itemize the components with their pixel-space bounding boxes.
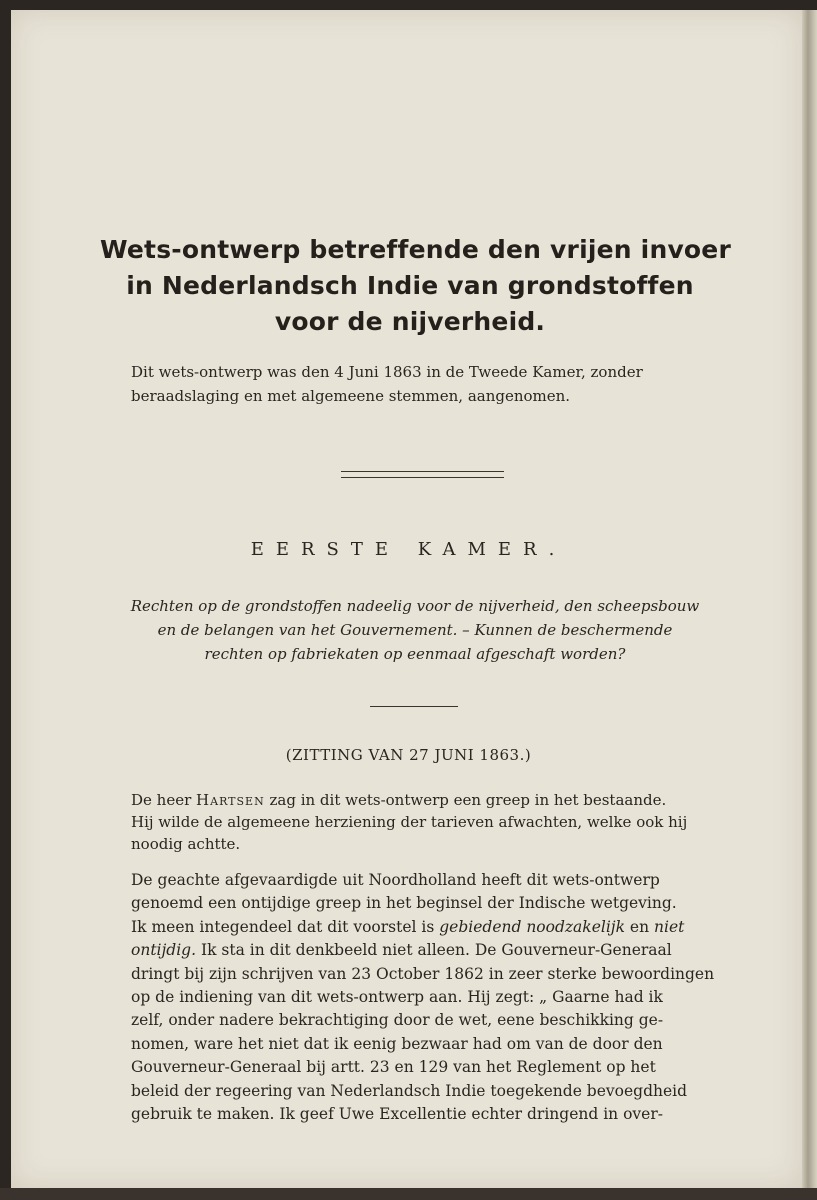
summary-line-2: en de belangen van het Gouvernement. – Kunnen de beschermende — [157, 621, 673, 639]
note-line-1: Dit wets-ontwerp was den 4 Juni 1863 in de Tweede Kamer, zonder — [131, 363, 643, 381]
p2-line-3-mid: en — [629, 917, 650, 936]
p2-line-5: dringt bij zijn schrijven van 23 October 1862 in zeer sterke bewoordingen — [131, 964, 715, 983]
summary-line-1: Rechten op de grondstoffen nadeelig voor de nijverheid, den scheepsbouw — [130, 597, 700, 615]
p2-line-6: op de indiening van dit wets-ontwerp aan. Hij zegt: „ Gaarne had ik — [131, 988, 663, 1007]
speaker-name: Hartsen — [196, 791, 265, 809]
p2-emphasis-2: niet — [654, 917, 685, 936]
note-line-2: beraadslaging en met algemeene stemmen, aangenomen. — [131, 387, 571, 405]
session-heading: (ZITTING VAN 27 JUNI 1863.) — [285, 746, 532, 764]
paragraph-2 — [131, 869, 721, 1126]
chamber-heading: EERSTE KAMER. — [250, 539, 567, 560]
p2-line-4 — [131, 939, 721, 962]
p2-line-10: beleid der regeering van Nederlandsch Indie toegekende bevoegdheid — [131, 1081, 688, 1100]
paragraph-1 — [131, 789, 721, 855]
adoption-note — [131, 360, 711, 408]
p2-emphasis-3: ontijdig. — [131, 941, 197, 960]
p2-line-1: De geachte afgevaardigde uit Noordholland heeft dit wets-ontwerp — [131, 871, 660, 889]
summary-line-3: rechten op fabriekaten op eenmaal afgeschaft worden? — [204, 645, 626, 663]
title-line-3: voor de nijverheid. — [274, 307, 546, 336]
scan-border — [0, 1188, 817, 1200]
p2-line-2: genoemd een ontijdige greep in het beginsel der Indische wetgeving. — [131, 894, 677, 913]
p1-line-1 — [131, 789, 721, 811]
p2-line-9: Gouverneur-Generaal bij artt. 23 en 129 van het Reglement op het — [131, 1058, 656, 1077]
p2-line-11: gebruik te maken. Ik geef Uwe Excellentie echter dringend in over- — [131, 1105, 663, 1124]
title-line-2: in Nederlandsch Indie van grondstoffen — [126, 271, 694, 300]
document-title — [100, 232, 731, 340]
page-edge — [802, 10, 817, 1188]
title-line-1: Wets-ontwerp betreffende den vrijen invoer — [100, 235, 731, 264]
double-divider — [341, 471, 504, 478]
p1-line-3: noodig achtte. — [131, 835, 241, 853]
p1-line-2: Hij wilde de algemeene herziening der tarieven afwachten, welke ook hij — [131, 813, 688, 831]
p1-line-1-post: zag in dit wets-ontwerp een greep in het bestaande. — [269, 791, 667, 809]
p2-emphasis-1: gebiedend noodzakelijk — [439, 917, 625, 936]
p2-line-3-pre: Ik meen integendeel dat dit voorstel is — [131, 917, 435, 936]
p2-line-8: nomen, ware het niet dat ik eenig bezwaar had om van de door den — [131, 1034, 663, 1053]
p2-line-7: zelf, onder nadere bekrachtiging door de wet, eene beschikking ge- — [131, 1011, 664, 1030]
p2-line-4-post: Ik sta in dit denkbeeld niet alleen. De Gouverneur-Generaal — [200, 941, 672, 960]
p1-line-1-pre: De heer — [131, 791, 192, 809]
p2-line-3 — [131, 916, 721, 939]
short-divider — [370, 706, 458, 707]
debate-summary — [120, 594, 710, 666]
